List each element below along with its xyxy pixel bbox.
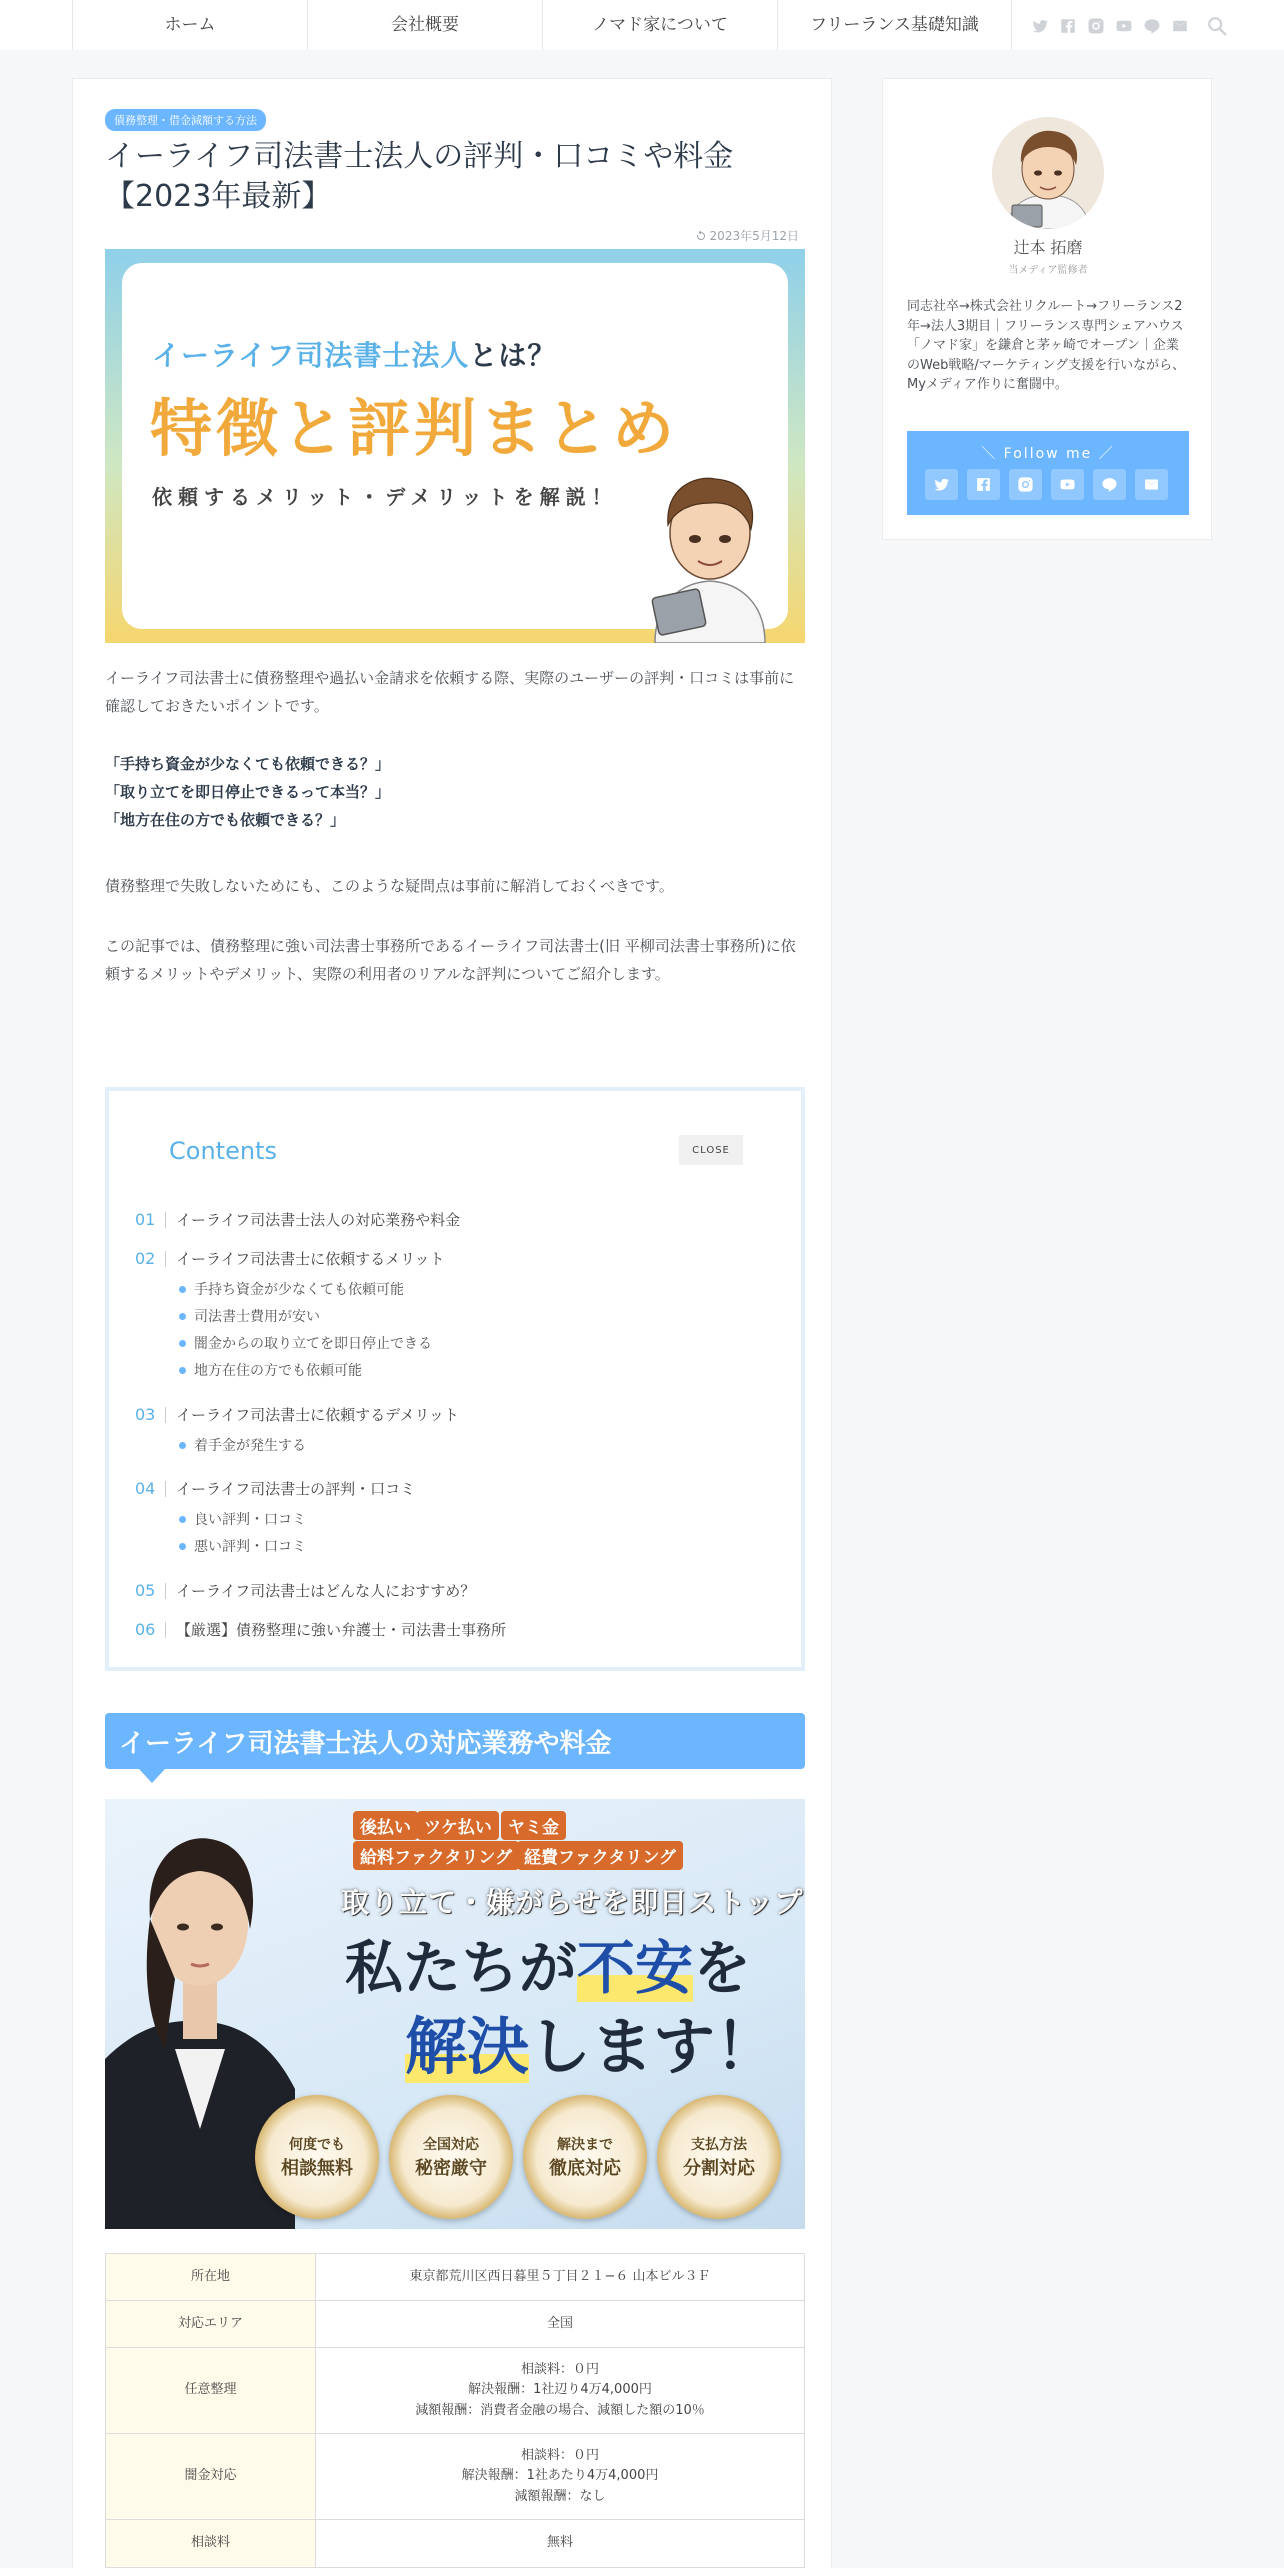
medal-badge: 何度でも 相談無料 bbox=[255, 2095, 379, 2219]
para-2: 債務整理で失敗しないためにも、このような疑問点は事前に解消しておくべきです。 bbox=[105, 877, 674, 895]
nav-menu bbox=[72, 0, 1012, 50]
para-3: この記事では、債務整理に強い司法書士事務所であるイーライフ司法書士(旧 平柳司法書士事務所)に依頼するメリットやデメリット、実際の利用者のリアルな評判についてご紹介します。 bbox=[105, 937, 796, 983]
toc-item-06[interactable]: 06 【厳選】債務整理に強い弁護士・司法書士事務所 bbox=[135, 1620, 507, 1639]
banner-subtitle: 取り立て・嫌がらせを即日ストップ bbox=[341, 1886, 804, 1919]
toc-item-03[interactable]: 03 イーライフ司法書士に依頼するデメリット bbox=[135, 1405, 459, 1424]
medal-badge: 全国対応 秘密厳守 bbox=[389, 2095, 513, 2219]
question-list bbox=[105, 751, 805, 834]
instagram-icon[interactable] bbox=[1086, 16, 1106, 36]
instagram-icon[interactable] bbox=[1009, 469, 1042, 500]
mail-icon[interactable] bbox=[1135, 469, 1168, 500]
toc-sub-item[interactable]: 悪い評判・口コミ bbox=[179, 1536, 306, 1556]
line-icon[interactable] bbox=[1142, 16, 1162, 36]
banner-tag: 後払い bbox=[353, 1811, 418, 1840]
twitter-icon[interactable] bbox=[1030, 16, 1050, 36]
service-banner-image bbox=[105, 1799, 805, 2229]
nav-item-company[interactable]: 会社概要 bbox=[307, 0, 542, 50]
toc-sub-item[interactable]: 地方在住の方でも依頼可能 bbox=[179, 1360, 362, 1380]
table-row bbox=[106, 2301, 805, 2348]
youtube-icon[interactable] bbox=[1051, 469, 1084, 500]
table-row bbox=[106, 2254, 805, 2301]
table-cell: 相談料：０円 解決報酬：1社あたり4万4,000円 減額報酬：なし bbox=[316, 2434, 805, 2520]
table-row bbox=[106, 2434, 805, 2520]
toc-item-04[interactable]: 04 イーライフ司法書士の評判・口コミ bbox=[135, 1479, 416, 1498]
service-info-table bbox=[105, 2253, 805, 2568]
toc-sub-item[interactable]: 良い評判・口コミ bbox=[179, 1509, 306, 1529]
toc-sub-item[interactable]: 着手金が発生する bbox=[179, 1435, 306, 1455]
toc-sub-item[interactable]: 闇金からの取り立てを即日停止できる bbox=[179, 1333, 432, 1353]
nav-item-nomadoya[interactable]: ノマド家について bbox=[542, 0, 777, 50]
table-header-cell: 相談料 bbox=[106, 2520, 316, 2568]
banner-tag: 給料ファクタリング bbox=[353, 1841, 519, 1870]
eyecatch-image bbox=[105, 249, 805, 643]
eyecatch-line2: 特徴と評判まとめ bbox=[150, 392, 679, 465]
page-title: イーライフ司法書士法人の評判・口コミや料金【2023年最新】 bbox=[105, 139, 734, 214]
toc-sub-item[interactable]: 手持ち資金が少なくても依頼可能 bbox=[179, 1279, 404, 1299]
question-3: 「地方在住の方でも依頼できる？」 bbox=[105, 810, 346, 829]
table-cell: 全国 bbox=[316, 2301, 805, 2348]
table-header-cell: 所在地 bbox=[106, 2254, 316, 2301]
table-cell: 東京都荒川区西日暮里５丁目２１−６ 山本ビル３Ｆ bbox=[316, 2254, 805, 2301]
eyecatch-line1: イーライフ司法書士法人とは？ bbox=[152, 339, 557, 372]
medal-badge: 解決まで 徹底対応 bbox=[523, 2095, 647, 2219]
search-icon[interactable] bbox=[1206, 15, 1228, 37]
line-icon[interactable] bbox=[1093, 469, 1126, 500]
sidebar-profile bbox=[882, 78, 1212, 540]
table-of-contents bbox=[105, 1087, 805, 1671]
follow-box bbox=[907, 431, 1189, 515]
follow-icons bbox=[925, 469, 1168, 500]
category-badge[interactable]: 債務整理・借金減額する方法 bbox=[105, 109, 266, 131]
toc-item-05[interactable]: 05 イーライフ司法書士はどんな人におすすめ？ bbox=[135, 1581, 476, 1600]
author-role: 当メディア監修者 bbox=[1008, 265, 1088, 276]
avatar bbox=[992, 117, 1104, 229]
global-nav bbox=[0, 0, 1284, 50]
section-heading: イーライフ司法書士法人の対応業務や料金 bbox=[105, 1713, 805, 1769]
author-bio: 同志社卒→株式会社リクルート→フリーランス2年→法人3期目｜フリーランス専門シェアハウス「ノマド家」を鎌倉と茅ヶ崎でオープン｜企業のWeb戦略/マーケティング支援を行いながら、Myメディア作りに奮闘中。 bbox=[907, 299, 1186, 392]
question-2: 「取り立てを即日停止できるって本当？」 bbox=[105, 782, 391, 801]
intro-text: イーライフ司法書士に債務整理や過払い金請求を依頼する際、実際のユーザーの評判・口コミは事前に確認しておきたいポイントです。 bbox=[105, 669, 795, 715]
facebook-icon[interactable] bbox=[1058, 16, 1078, 36]
nav-social-icons bbox=[1030, 16, 1190, 36]
toc-sub-item[interactable]: 司法書士費用が安い bbox=[179, 1306, 320, 1326]
facebook-icon[interactable] bbox=[967, 469, 1000, 500]
twitter-icon[interactable] bbox=[925, 469, 958, 500]
post-date-text: 2023年5月12日 bbox=[709, 229, 799, 243]
toc-item-02[interactable]: 02 イーライフ司法書士に依頼するメリット bbox=[135, 1249, 445, 1268]
toc-close-button[interactable]: CLOSE bbox=[679, 1135, 743, 1165]
table-header-cell: 対応エリア bbox=[106, 2301, 316, 2348]
table-row bbox=[106, 2520, 805, 2568]
nav-item-home[interactable]: ホーム bbox=[72, 0, 307, 50]
author-name[interactable]: 辻本 拓磨 bbox=[1013, 238, 1083, 257]
table-header-cell: 任意整理 bbox=[106, 2348, 316, 2434]
banner-headline-2: 解決します！ bbox=[405, 2010, 778, 2083]
mail-icon[interactable] bbox=[1170, 16, 1190, 36]
update-icon bbox=[695, 230, 707, 242]
author-illustration bbox=[635, 463, 785, 643]
question-1: 「手持ち資金が少なくても依頼できる？」 bbox=[105, 755, 391, 773]
banner-tag: ヤミ金 bbox=[501, 1811, 566, 1840]
youtube-icon[interactable] bbox=[1114, 16, 1134, 36]
banner-tag: 経費ファクタリング bbox=[517, 1841, 683, 1870]
table-cell: 相談料：０円 解決報酬：1社辺り4万4,000円 減額報酬：消費者金融の場合、減額した額の10％ bbox=[316, 2348, 805, 2434]
follow-title: ＼ Follow me ／ bbox=[981, 446, 1115, 462]
medal-badge: 支払方法 分割対応 bbox=[657, 2095, 781, 2219]
banner-tag: ツケ払い bbox=[417, 1811, 499, 1840]
table-row bbox=[106, 2348, 805, 2434]
table-header-cell: 闇金対応 bbox=[106, 2434, 316, 2520]
table-cell: 無料 bbox=[316, 2520, 805, 2568]
toc-item-01[interactable]: 01 イーライフ司法書士法人の対応業務や料金 bbox=[135, 1210, 461, 1229]
nav-item-freelance[interactable]: フリーランス基礎知識 bbox=[777, 0, 1012, 50]
toc-title: Contents bbox=[169, 1137, 277, 1165]
banner-headline-1: 私たちが不安を bbox=[345, 1934, 752, 2002]
eyecatch-line3: 依頼するメリット・デメリットを解説！ bbox=[152, 485, 618, 509]
article-card bbox=[72, 78, 832, 2568]
post-date bbox=[695, 227, 799, 244]
